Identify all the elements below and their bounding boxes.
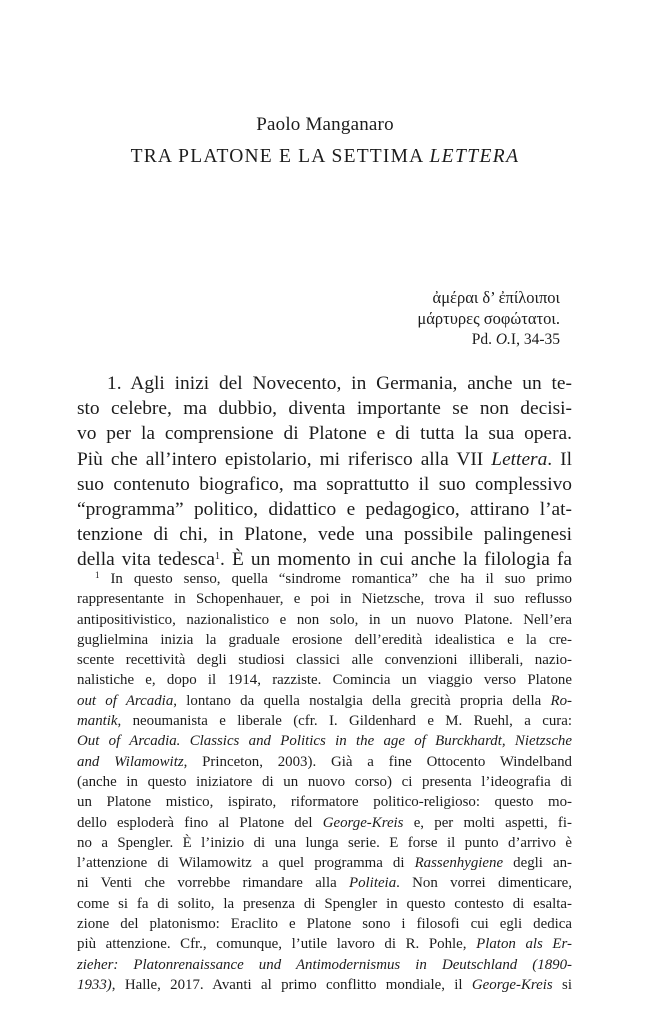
footnote-line xyxy=(77,569,572,589)
footnote-line xyxy=(77,955,572,975)
chapter-title xyxy=(0,146,650,168)
footnote-line-text: In questo senso, quella “sindrome romantica” che ha il suo primo xyxy=(110,571,572,587)
footnote-italic: Rassenhygiene xyxy=(414,855,504,872)
footnote-line: scente recettività degli studiosi classici alle convenzioni illiberali, nazio- xyxy=(77,652,572,669)
epigraph-ref-author: Pd. xyxy=(471,331,496,348)
footnote-line xyxy=(77,711,572,731)
footnote-italic: out of Arcadia xyxy=(77,692,174,709)
footnote-italic: Out of Arcadia. Classics and Politics in the age of Burckhardt, Nietzsche xyxy=(77,733,572,750)
footnote-line-text: più attenzione. Cfr., comunque, l’utile lavoro di R. Pohle, xyxy=(77,936,477,953)
footnote-line xyxy=(77,853,572,873)
footnote-line: un Platone mistico, ispirato, riformatore politico-religioso: questo mo- xyxy=(77,794,572,811)
body-line-text: . Il xyxy=(547,448,573,470)
body-line: sto celebre, ma dubbio, diventa importante se non decisi- xyxy=(77,398,572,420)
footnote-line xyxy=(77,731,572,751)
body-italic-lettera: Lettera xyxy=(491,448,548,470)
footnote-line xyxy=(77,691,572,711)
footnote xyxy=(77,569,572,995)
footnote-line-text: e, per molti aspetti, fi- xyxy=(403,814,572,831)
footnote-line-text: degli an- xyxy=(503,855,573,872)
epigraph-line-2: μάρτυρες σοφώτατοι. xyxy=(417,309,560,328)
footnote-line: guglielmina inizia la graduale erosione dell’eredità idealistica e la cre- xyxy=(77,631,572,648)
body-line: “programma” politico, didattico e pedagogico, attirano l’at- xyxy=(77,499,572,521)
footnote-reference[interactable]: 1 xyxy=(215,551,221,563)
footnote-line-text: . Non vorrei dimenticare, xyxy=(396,875,572,892)
body-line: tenzione di chi, in Platone, vede una possibile palingenesi xyxy=(77,524,572,546)
body-line: suo contenuto biografico, ma soprattutto il suo complessivo xyxy=(77,473,572,495)
footnote-italic: Politeia xyxy=(349,875,397,892)
footnote-line xyxy=(77,752,572,772)
footnote-line: no a Spengler. È l’inizio di una lunga serie. E forse il punto d’arrivo è xyxy=(77,834,572,851)
epigraph-ref-lines: I, 34-35 xyxy=(510,331,560,348)
body-line-text: della vita tedesca xyxy=(77,549,216,571)
footnote-italic: George-Kreis xyxy=(471,976,553,993)
footnote-line xyxy=(77,934,572,954)
footnote-line-text: , Halle, 2017. Avanti al primo conflitto mondiale, il xyxy=(111,976,472,993)
footnote-italic: 1933) xyxy=(77,976,112,993)
footnote-line: zione del platonismo: Eraclito e Platone sono i filosofi cui egli dedica xyxy=(77,916,572,933)
footnote-line: antipositivistico, nazionalistico e non solo, in un nuovo Platone. Nell’era xyxy=(77,611,572,628)
footnote-line-text: dello esploderà fino al Platone del xyxy=(77,814,323,831)
body-line: 1. Agli inizi del Novecento, in Germania, anche un te- xyxy=(107,373,572,394)
footnote-line-text: , lontano da quella nostalgia della grecità propria della xyxy=(173,692,551,709)
body-line-text: . xyxy=(220,549,232,571)
footnote-line-text: ni Venti che vorrebbe rimandare alla xyxy=(77,875,349,892)
footnote-italic: Platon als Er- xyxy=(476,936,572,953)
epigraph xyxy=(417,287,560,350)
footnote-line-text: l’attenzione di Wilamowitz a quel programma di xyxy=(77,855,415,872)
chapter-title-main: TRA PLATONE E LA SETTIMA xyxy=(130,146,430,167)
footnote-line: rappresentante in Schopenhauer, e poi in Nietzsche, trova il suo reflusso xyxy=(77,591,572,608)
chapter-title-italic: LETTERA xyxy=(429,146,520,167)
author-name: Paolo Manganaro xyxy=(256,114,394,135)
footnote-line xyxy=(77,975,572,995)
epigraph-ref-work: O. xyxy=(495,331,511,348)
footnote-line: come si fa di solito, la presenza di Spengler in questo contesto di esalta- xyxy=(77,895,572,912)
footnote-italic: Ro- xyxy=(550,692,572,709)
body-line-text: È un momento in cui anche la filologia fa xyxy=(231,549,572,571)
footnote-line xyxy=(77,813,572,833)
footnote-line: nalistiche e, dopo il 1914, razziste. Comincia un viaggio verso Platone xyxy=(77,672,572,689)
footnote-line xyxy=(77,873,572,893)
epigraph-line-1: ἀμέραι δ’ ἐπίλοιποι xyxy=(432,288,560,307)
footnote-line-text: , Princeton, 2003). Già a fine Ottocento Windelband xyxy=(183,753,572,770)
footnote-italic: mantik xyxy=(77,713,118,730)
epigraph-reference xyxy=(417,329,560,350)
footnote-marker: 1 xyxy=(95,570,100,580)
body-line: vo per la comprensione di Platone e di tutta la sua opera. xyxy=(77,423,572,445)
body-line xyxy=(77,447,572,472)
footnote-italic: and Wilamowitz xyxy=(77,753,184,770)
body-line-text: Più che all’intero epistolario, mi riferisco alla VII xyxy=(77,448,492,470)
body-paragraph xyxy=(77,371,572,573)
footnote-line: (anche in questo iniziatore di un nuovo corso) ci presenta l’ideografia di xyxy=(77,773,572,790)
footnote-line-text: , neoumanista e liberale (cfr. I. Gildenhard e M. Ruehl, a cura: xyxy=(117,713,572,730)
footnote-italic: George-Kreis xyxy=(322,814,404,831)
footnote-italic: zieher: Platonrenaissance und Antimodernismus in Deutschland (1890- xyxy=(77,956,572,973)
footnote-line-text: si xyxy=(552,976,572,993)
